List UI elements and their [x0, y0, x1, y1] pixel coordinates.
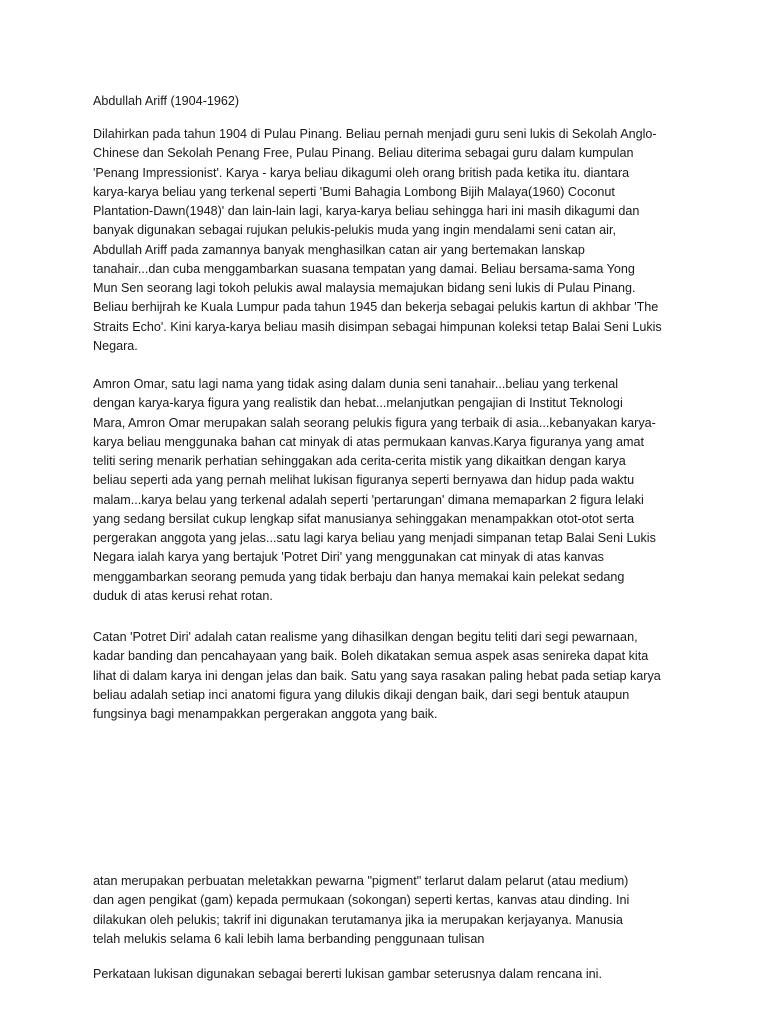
text-line: duduk di atas kerusi rehat rotan.	[93, 588, 273, 603]
text-line: malam...karya belau yang terkenal adalah seperti 'pertarungan' dimana memaparkan 2 figura lelaki	[93, 492, 644, 507]
text-line: Abdullah Ariff pada zamannya banyak menghasilkan catan air yang bertemakan lanskap	[93, 242, 585, 257]
paragraph-catan-definition	[93, 872, 683, 949]
text-line: Beliau berhijrah ke Kuala Lumpur pada tahun 1945 dan bekerja sebagai pelukis kartun di akhbar 'The	[93, 300, 659, 315]
text-line: yang sedang bersilat cukup lengkap sifat manusianya sehinggakan menampakkan otot-otot serta	[93, 511, 635, 526]
text-line: Amron Omar, satu lagi nama yang tidak asing dalam dunia seni tanahair...beliau yang terkenal	[93, 377, 619, 391]
text-line: Mun Sen seorang lagi tokoh pelukis awal malaysia memajukan bidang seni lukis di Pulau Pinang.	[93, 281, 636, 295]
text-line: Negara.	[93, 338, 138, 353]
text-line: beliau seperti ada yang pernah melihat lukisan figuranya seperti bernyawa dan hidup pada waktu	[93, 473, 635, 488]
text-line: beliau adalah setiap inci anatomi figura yang dilukis dikaji dengan baik, dari segi bentuk ataupun	[93, 687, 630, 702]
text-line: lihat di dalam karya ini dengan jelas dan baik. Satu yang saya rasakan paling hebat pada setiap karya	[93, 668, 661, 683]
text-line: banyak digunakan sebagai rujukan pelukis-pelukis muda yang ingin mendalami seni catan air,	[93, 223, 616, 238]
text-line: teliti sering menarik perhatian sehinggakan ada cerita-cerita mistik yang dikaitkan dengan karya	[93, 454, 626, 468]
text-line: dilakukan oleh pelukis; takrif ini digunakan terutamanya jika ia merupakan kerjayanya. Manusia	[93, 912, 623, 927]
text-line: karya-karya beliau yang terkenal seperti 'Bumi Bahagia Lombong Bijih Malaya(1960) Coconut	[93, 184, 615, 199]
paragraph-amron-omar	[93, 375, 683, 606]
text-line: Straits Echo'. Kini karya-karya beliau masih disimpan sebagai himpunan koleksi tetap Balai Seni Lukis	[93, 319, 662, 334]
text-line: Dilahirkan pada tahun 1904 di Pulau Pinang. Beliau pernah menjadi guru seni lukis di Sekolah Anglo-	[93, 127, 657, 141]
text-line: dengan karya-karya figura yang realistik dan hebat...melanjutkan pengajian di Institut Teknologi	[93, 396, 623, 411]
paragraph-perkataan-lukisan	[93, 965, 683, 984]
text-line: pergerakan anggota yang jelas...satu lagi karya beliau yang menjadi simpanan tetap Balai Seni Lukis	[93, 531, 656, 545]
text-line: menggambarkan seorang pemuda yang tidak berbaju dan hanya memakai kain pelekat sedang	[93, 569, 625, 584]
text-line: Perkataan lukisan digunakan sebagai bererti lukisan gambar seterusnya dalam rencana ini.	[93, 967, 602, 981]
text-line: Plantation-Dawn(1948)' dan lain-lain lagi, karya-karya beliau sehingga hari ini masih dikagumi dan	[93, 204, 640, 218]
text-line: telah melukis selama 6 kali lebih lama berbanding penggunaan tulisan	[93, 931, 485, 946]
paragraph-abdullah-ariff	[93, 125, 683, 356]
text-line: atan merupakan perbuatan meletakkan pewarna "pigment" terlarut dalam pelarut (atau medium)	[93, 874, 629, 888]
text-line: Mara, Amron Omar merupakan salah seorang pelukis figura yang terbaik di asia...kebanyakan karya-	[93, 415, 656, 430]
heading-line: Abdullah Ariff (1904-1962)	[93, 94, 240, 108]
text-line: kadar banding dan pencahayaan yang baik. Boleh dikatakan semua aspek asas senireka dapat kita	[93, 649, 649, 664]
text-line: tanahair...dan cuba menggambarkan suasana tempatan yang damai. Beliau bersama-sama Yong	[93, 261, 635, 276]
text-line: fungsinya bagi menampakkan pergerakan anggota yang baik.	[93, 707, 438, 721]
text-line: karya beliau menggunaka bahan cat minyak di atas permukaan kanvas.Karya figuranya yang amat	[93, 434, 644, 449]
text-line: Catan 'Potret Diri' adalah catan realisme yang dihasilkan dengan begitu teliti dari segi pewarnaan,	[93, 630, 638, 644]
text-line: dan agen pengikat (gam) kepada permukaan (sokongan) seperti kertas, kanvas atau dinding. Ini	[93, 893, 630, 908]
document-heading	[93, 92, 683, 111]
text-line: Chinese dan Sekolah Penang Free, Pulau Pinang. Beliau diterima sebagai guru dalam kumpulan	[93, 146, 634, 161]
text-line: 'Penang Impressionist'. Karya - karya beliau dikagumi oleh orang british pada ketika itu. diantara	[93, 165, 630, 180]
paragraph-potret-diri	[93, 628, 683, 724]
text-line: Negara ialah karya yang bertajuk 'Potret Diri' yang menggunakan cat minyak di atas kanvas	[93, 550, 604, 565]
